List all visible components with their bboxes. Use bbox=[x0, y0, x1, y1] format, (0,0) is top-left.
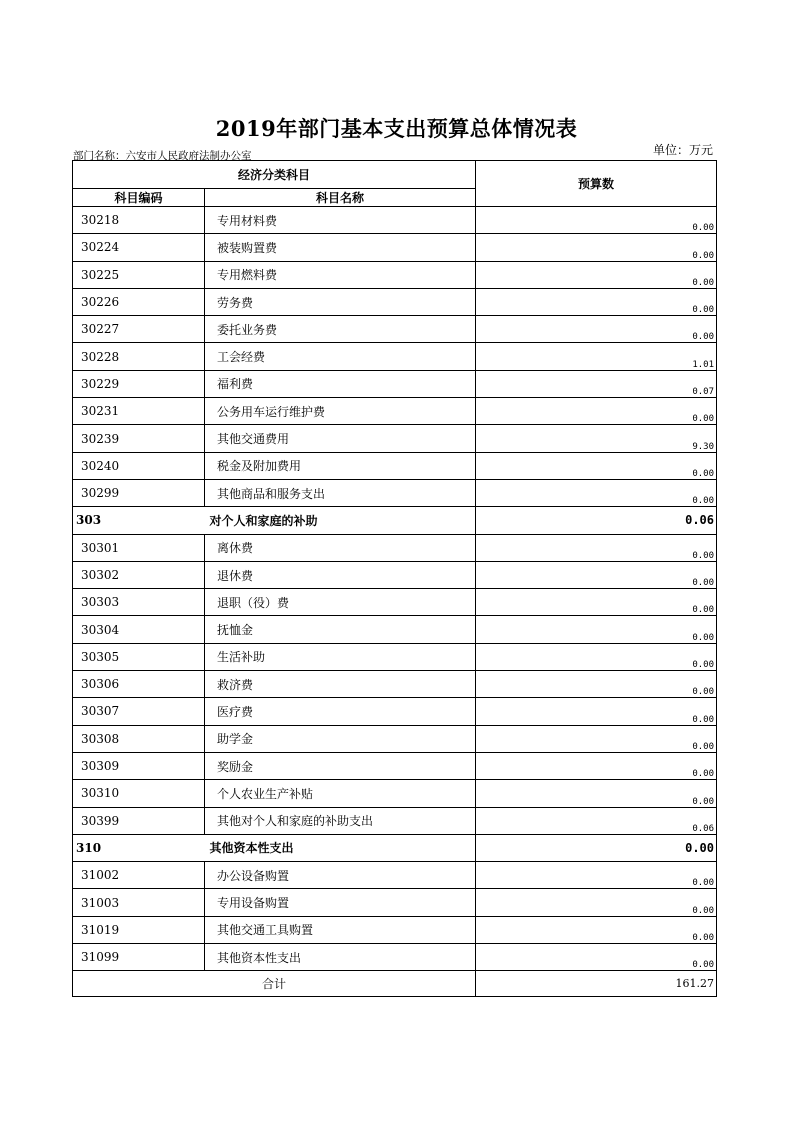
row-amount: 0.00 bbox=[476, 589, 717, 616]
row-amount: 0.07 bbox=[476, 370, 717, 397]
table-row bbox=[73, 671, 717, 698]
total-amount: 161.27 bbox=[476, 971, 717, 997]
table-row bbox=[73, 561, 717, 588]
row-amount: 0.00 bbox=[476, 561, 717, 588]
table-row bbox=[73, 862, 717, 889]
row-code: 30310 bbox=[73, 780, 205, 807]
row-amount: 0.00 bbox=[476, 261, 717, 288]
row-code: 30303 bbox=[73, 589, 205, 616]
row-amount: 0.00 bbox=[476, 288, 717, 315]
table-row bbox=[73, 370, 717, 397]
department-name: 部门名称：六安市人民政府法制办公室 bbox=[73, 150, 252, 162]
row-code: 310 bbox=[73, 834, 205, 861]
row-code: 30228 bbox=[73, 343, 205, 370]
row-code: 30225 bbox=[73, 261, 205, 288]
row-code: 30308 bbox=[73, 725, 205, 752]
table-row bbox=[73, 398, 717, 425]
row-name: 专用材料费 bbox=[205, 207, 476, 234]
row-name: 其他交通费用 bbox=[205, 425, 476, 452]
total-row bbox=[73, 971, 717, 997]
table-row bbox=[73, 234, 717, 261]
table-row bbox=[73, 589, 717, 616]
row-code: 30239 bbox=[73, 425, 205, 452]
code-header: 科目编码 bbox=[73, 189, 205, 207]
table-body bbox=[73, 207, 717, 971]
row-amount: 0.06 bbox=[476, 807, 717, 834]
row-amount: 0.00 bbox=[476, 479, 717, 506]
row-code: 30240 bbox=[73, 452, 205, 479]
row-name: 劳务费 bbox=[205, 288, 476, 315]
row-code: 30227 bbox=[73, 316, 205, 343]
table-row bbox=[73, 479, 717, 506]
row-code: 303 bbox=[73, 507, 205, 534]
row-amount: 0.00 bbox=[476, 780, 717, 807]
row-code: 30307 bbox=[73, 698, 205, 725]
row-code: 30231 bbox=[73, 398, 205, 425]
category-header: 经济分类科目 bbox=[73, 161, 476, 189]
amount-header: 预算数 bbox=[476, 161, 717, 207]
row-name: 其他资本性支出 bbox=[205, 834, 476, 861]
row-amount: 0.00 bbox=[476, 316, 717, 343]
row-name: 工会经费 bbox=[205, 343, 476, 370]
row-name: 抚恤金 bbox=[205, 616, 476, 643]
row-name: 对个人和家庭的补助 bbox=[205, 507, 476, 534]
table-row bbox=[73, 316, 717, 343]
row-name: 退职（役）费 bbox=[205, 589, 476, 616]
row-name: 其他资本性支出 bbox=[205, 944, 476, 971]
row-amount: 0.00 bbox=[476, 752, 717, 779]
row-amount: 0.00 bbox=[476, 534, 717, 561]
row-name: 专用设备购置 bbox=[205, 889, 476, 916]
row-code: 30229 bbox=[73, 370, 205, 397]
row-amount: 0.00 bbox=[476, 889, 717, 916]
row-name: 专用燃料费 bbox=[205, 261, 476, 288]
table-row bbox=[73, 343, 717, 370]
row-code: 31099 bbox=[73, 944, 205, 971]
total-label: 合计 bbox=[73, 971, 476, 997]
row-code: 31003 bbox=[73, 889, 205, 916]
row-name: 助学金 bbox=[205, 725, 476, 752]
row-amount: 0.00 bbox=[476, 616, 717, 643]
table-row bbox=[73, 752, 717, 779]
row-amount: 0.00 bbox=[476, 452, 717, 479]
row-amount: 0.00 bbox=[476, 862, 717, 889]
row-code: 30224 bbox=[73, 234, 205, 261]
row-amount: 0.00 bbox=[476, 944, 717, 971]
table-row bbox=[73, 207, 717, 234]
row-amount: 0.00 bbox=[476, 725, 717, 752]
row-code: 31002 bbox=[73, 862, 205, 889]
unit-label: 单位：万元 bbox=[652, 143, 713, 157]
table-row bbox=[73, 288, 717, 315]
row-amount: 1.01 bbox=[476, 343, 717, 370]
table-row bbox=[73, 780, 717, 807]
row-code: 30218 bbox=[73, 207, 205, 234]
row-name: 公务用车运行维护费 bbox=[205, 398, 476, 425]
row-code: 30309 bbox=[73, 752, 205, 779]
row-name: 委托业务费 bbox=[205, 316, 476, 343]
row-amount: 0.00 bbox=[476, 234, 717, 261]
row-name: 退休费 bbox=[205, 561, 476, 588]
row-name: 办公设备购置 bbox=[205, 862, 476, 889]
row-name: 生活补助 bbox=[205, 643, 476, 670]
row-name: 被装购置费 bbox=[205, 234, 476, 261]
row-code: 30304 bbox=[73, 616, 205, 643]
section-row bbox=[73, 507, 717, 534]
table-row bbox=[73, 944, 717, 971]
row-name: 奖励金 bbox=[205, 752, 476, 779]
row-name: 救济费 bbox=[205, 671, 476, 698]
table-row bbox=[73, 616, 717, 643]
row-code: 30302 bbox=[73, 561, 205, 588]
row-name: 福利费 bbox=[205, 370, 476, 397]
row-name: 离休费 bbox=[205, 534, 476, 561]
row-amount: 0.00 bbox=[476, 834, 717, 861]
row-name: 其他商品和服务支出 bbox=[205, 479, 476, 506]
table-row bbox=[73, 534, 717, 561]
row-code: 30301 bbox=[73, 534, 205, 561]
table-row bbox=[73, 807, 717, 834]
row-amount: 0.00 bbox=[476, 643, 717, 670]
table-row bbox=[73, 425, 717, 452]
row-amount: 0.00 bbox=[476, 916, 717, 943]
section-row bbox=[73, 834, 717, 861]
row-code: 30399 bbox=[73, 807, 205, 834]
row-amount: 0.00 bbox=[476, 671, 717, 698]
row-amount: 0.00 bbox=[476, 207, 717, 234]
row-name: 个人农业生产补贴 bbox=[205, 780, 476, 807]
table-row bbox=[73, 698, 717, 725]
row-amount: 9.30 bbox=[476, 425, 717, 452]
row-code: 30299 bbox=[73, 479, 205, 506]
page-title: 2019年部门基本支出预算总体情况表 bbox=[215, 116, 578, 141]
row-name: 其他交通工具购置 bbox=[205, 916, 476, 943]
row-name: 税金及附加费用 bbox=[205, 452, 476, 479]
row-amount: 0.00 bbox=[476, 698, 717, 725]
row-code: 31019 bbox=[73, 916, 205, 943]
row-amount: 0.00 bbox=[476, 398, 717, 425]
table-row bbox=[73, 889, 717, 916]
table-row bbox=[73, 643, 717, 670]
table-row bbox=[73, 725, 717, 752]
row-name: 其他对个人和家庭的补助支出 bbox=[205, 807, 476, 834]
table-row bbox=[73, 916, 717, 943]
table-row bbox=[73, 261, 717, 288]
row-code: 30306 bbox=[73, 671, 205, 698]
row-code: 30226 bbox=[73, 288, 205, 315]
budget-table bbox=[72, 160, 717, 997]
table-row bbox=[73, 452, 717, 479]
row-name: 医疗费 bbox=[205, 698, 476, 725]
row-code: 30305 bbox=[73, 643, 205, 670]
name-header: 科目名称 bbox=[205, 189, 476, 207]
row-amount: 0.06 bbox=[476, 507, 717, 534]
